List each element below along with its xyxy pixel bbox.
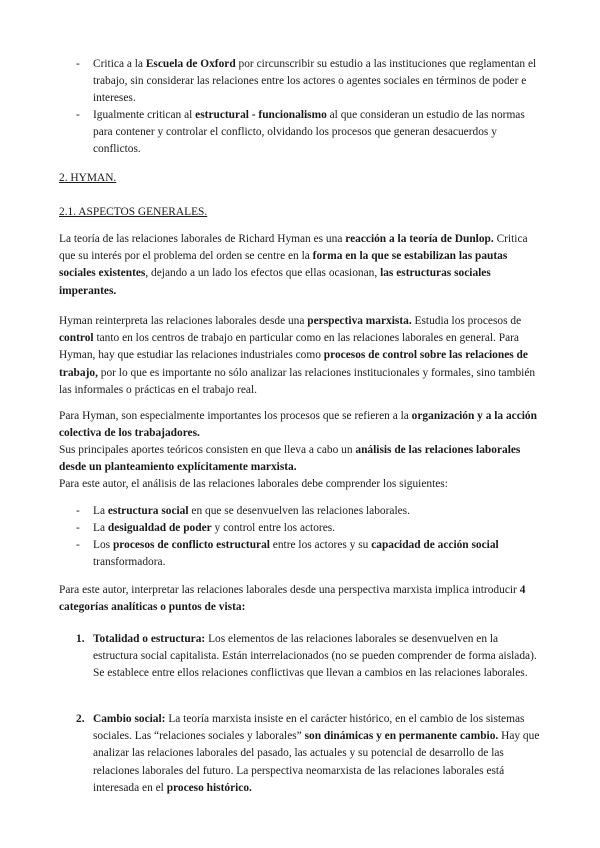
subsection-heading: 2.1. ASPECTOS GENERALES. <box>59 206 208 218</box>
bullet-item: La desigualdad de poder y control entre los actores. <box>93 522 336 534</box>
paragraph: La teoría de las relaciones laborales de Richard Hyman es una reacción a la teoría de Dunlop. Critica que su interés por el problema del orden se centre en la forma en la que se estabilizan las pautas sociales existentes, dejando a un lado los efectos que ellas ocasionan, las estructuras sociales imperantes. <box>59 233 528 297</box>
bullet-dash: - <box>76 539 80 551</box>
list-number: 1. <box>76 633 85 645</box>
paragraph: Para este autor, el análisis de las relaciones laborales debe comprender los siguientes: <box>59 478 448 490</box>
bullet-dash: - <box>76 109 80 121</box>
bullet-item: La estructura social en que se desenvuelven las relaciones laborales. <box>93 505 410 517</box>
bullet-dash: - <box>76 58 80 70</box>
bullet-item: Los procesos de conflicto estructural entre los actores y su capacidad de acción social transformadora. <box>93 539 499 569</box>
bullet-item: Critica a la Escuela de Oxford por circunscribir su estudio a las instituciones que reglamentan el trabajo, sin considerar las relaciones entre los actores o agentes sociales en términos de poder e intereses. <box>93 58 537 105</box>
numbered-item: Totalidad o estructura: Los elementos de las relaciones laborales se desenvuelven en la estructura social capitalista. Están interrelacionados (no se pueden comprender de forma aislada). Se establece entre ellos relaciones conflictivas que llevan a cambios en las relaciones laborales. <box>93 633 537 680</box>
paragraph: Para Hyman, son especialmente importantes los procesos que se refieren a la organización y a la acción colectiva de los trabajadores. <box>59 410 537 440</box>
section-heading: 2. HYMAN. <box>59 172 117 184</box>
bullet-dash: - <box>76 522 80 534</box>
paragraph: Para este autor, interpretar las relaciones laborales desde una perspectiva marxista implica introducir 4 categorías analíticas o puntos de vista: <box>59 584 526 614</box>
bullet-item: Igualmente critican al estructural - funcionalismo al que consideran un estudio de las normas para contener y controlar el conflicto, olvidando los procesos que generan desacuerdos y conflictos. <box>93 109 525 156</box>
list-number: 2. <box>76 713 85 725</box>
paragraph: Sus principales aportes teóricos consisten en que lleva a cabo un análisis de las relaciones laborales desde un planteamiento explícitamente marxista. <box>59 444 521 474</box>
bullet-dash: - <box>76 505 80 517</box>
paragraph: Hyman reinterpreta las relaciones laborales desde una perspectiva marxista. Estudia los procesos de control tanto en los centros de trabajo en particular como en las relaciones laborales en general. Para Hyman, hay que estudiar las relaciones industriales como procesos de control sobre las relaciones de trabajo, por lo que es importante no sólo analizar las relaciones institucionales y formales, sino también las informales o prácticas en el trabajo real. <box>59 315 536 396</box>
numbered-item: Cambio social: La teoría marxista insiste en el carácter histórico, en el cambio de los sistemas sociales. Las “relaciones sociales y laborales” son dinámicas y en permanente cambio. Hay que analizar las relaciones laborales del pasado, las actuales y su potencial de desarrollo de las relaciones laborales del futuro. La perspectiva neomarxista de las relaciones laborales está interesada en el proceso histórico. <box>93 713 540 794</box>
